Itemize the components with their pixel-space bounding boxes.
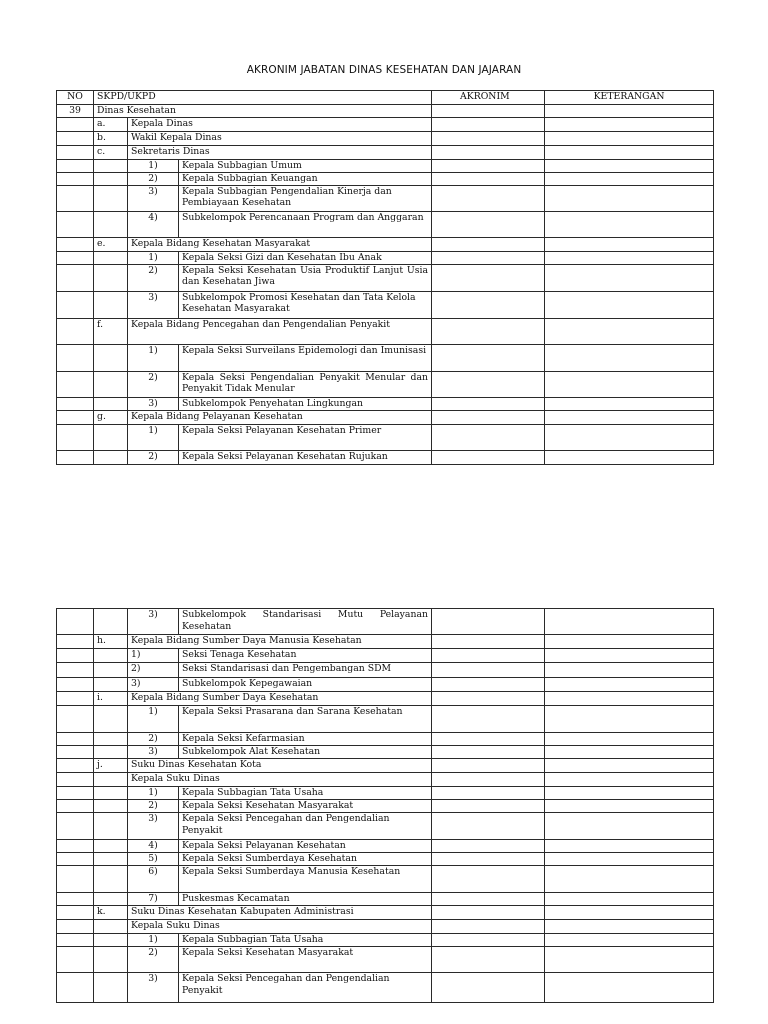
row-number-empty xyxy=(57,906,94,920)
item-number: 2) xyxy=(128,947,179,973)
row-number-empty xyxy=(57,746,94,759)
section-letter-empty xyxy=(94,706,128,733)
keterangan-cell[interactable] xyxy=(545,172,714,185)
section-letter: i. xyxy=(94,692,128,706)
keterangan-cell[interactable] xyxy=(545,934,714,947)
row-number-empty xyxy=(57,649,94,663)
section-letter-empty xyxy=(94,397,128,410)
position-title: Kepala Seksi Kesehatan Usia Produktif Lanjut Usia dan Kesehatan Jiwa xyxy=(179,264,432,291)
akronim-cell[interactable] xyxy=(432,251,545,264)
item-number: 3) xyxy=(128,973,179,1003)
akronim-cell[interactable] xyxy=(432,800,545,813)
table-row-unit xyxy=(57,105,714,118)
section-letter-empty xyxy=(94,172,128,185)
item-number: 1) xyxy=(128,787,179,800)
table-row-position xyxy=(57,893,714,906)
item-number: 1) xyxy=(128,934,179,947)
header-akronim: AKRONIM xyxy=(432,91,545,105)
row-number-empty xyxy=(57,117,94,131)
keterangan-cell[interactable] xyxy=(545,117,714,131)
row-number-empty xyxy=(57,800,94,813)
position-title: Kepala Seksi Pelayanan Kesehatan Primer xyxy=(179,424,432,450)
row-number-empty xyxy=(57,211,94,237)
keterangan-cell[interactable] xyxy=(545,145,714,159)
position-title: Kepala Seksi Kesehatan Masyarakat xyxy=(179,947,432,973)
akronim-cell[interactable] xyxy=(432,692,545,706)
keterangan-cell[interactable] xyxy=(545,733,714,746)
akronim-cell[interactable] xyxy=(432,397,545,410)
item-number: 1) xyxy=(128,159,179,172)
position-title: Puskesmas Kecamatan xyxy=(179,893,432,906)
row-number-empty xyxy=(57,410,94,424)
keterangan-cell[interactable] xyxy=(545,973,714,1003)
section-title: Suku Dinas Kesehatan Kota xyxy=(128,759,432,773)
table-row-section xyxy=(57,635,714,649)
keterangan-cell[interactable] xyxy=(545,344,714,371)
section-letter-empty xyxy=(94,813,128,840)
keterangan-cell[interactable] xyxy=(545,692,714,706)
table-row-position xyxy=(57,934,714,947)
section-title: Kepala Dinas xyxy=(128,117,432,131)
row-number-empty xyxy=(57,397,94,410)
item-number: 1) xyxy=(128,251,179,264)
section-title: Wakil Kepala Dinas xyxy=(128,131,432,145)
table-row-section xyxy=(57,145,714,159)
row-number-empty xyxy=(57,172,94,185)
table-row-position xyxy=(57,264,714,291)
section-letter-empty xyxy=(94,800,128,813)
item-number: 3) xyxy=(128,185,179,211)
item-number: 2) xyxy=(128,371,179,397)
position-title: Kepala Seksi Surveilans Epidemologi dan Imunisasi xyxy=(179,344,432,371)
keterangan-cell[interactable] xyxy=(545,105,714,118)
item-number: 3) xyxy=(128,291,179,318)
keterangan-cell[interactable] xyxy=(545,906,714,920)
position-title: Kepala Seksi Kesehatan Masyarakat xyxy=(179,800,432,813)
table-row-position xyxy=(57,450,714,464)
akronim-cell[interactable] xyxy=(432,609,545,635)
row-number-empty xyxy=(57,733,94,746)
akronim-cell[interactable] xyxy=(432,424,545,450)
item-number: 1) xyxy=(128,706,179,733)
section-letter-empty xyxy=(94,344,128,371)
keterangan-cell[interactable] xyxy=(545,866,714,893)
position-title: Kepala Subbagian Tata Usaha xyxy=(179,934,432,947)
item-number: 3) xyxy=(128,397,179,410)
row-number-empty xyxy=(57,692,94,706)
keterangan-cell[interactable] xyxy=(545,635,714,649)
table-row-section xyxy=(57,131,714,145)
akronim-cell[interactable] xyxy=(432,635,545,649)
position-title: Kepala Seksi Pengendalian Penyakit Menular dan Penyakit Tidak Menular xyxy=(179,371,432,397)
akronim-cell[interactable] xyxy=(432,131,545,145)
akronim-cell[interactable] xyxy=(432,145,545,159)
table-row-position xyxy=(57,947,714,973)
row-number-empty xyxy=(57,773,94,787)
keterangan-cell[interactable] xyxy=(545,424,714,450)
section-letter-empty xyxy=(94,251,128,264)
table-row-position xyxy=(57,172,714,185)
row-number-empty xyxy=(57,866,94,893)
item-number: 1) xyxy=(128,344,179,371)
keterangan-cell[interactable] xyxy=(545,264,714,291)
akronim-cell[interactable] xyxy=(432,264,545,291)
acronym-table-part-2 xyxy=(56,608,714,1003)
table-row-position xyxy=(57,344,714,371)
akronim-cell[interactable] xyxy=(432,906,545,920)
section-letter xyxy=(94,773,128,787)
section-letter-empty xyxy=(94,371,128,397)
row-number-empty xyxy=(57,609,94,635)
akronim-cell[interactable] xyxy=(432,318,545,344)
position-title: Kepala Seksi Pelayanan Kesehatan xyxy=(179,840,432,853)
section-letter-empty xyxy=(94,733,128,746)
keterangan-cell[interactable] xyxy=(545,237,714,251)
item-number: 2) xyxy=(128,450,179,464)
akronim-cell[interactable] xyxy=(432,706,545,733)
section-letter-empty xyxy=(94,211,128,237)
section-letter-empty xyxy=(94,609,128,635)
section-letter: b. xyxy=(94,131,128,145)
position-title: Kepala Seksi Kefarmasian xyxy=(179,733,432,746)
item-number: 2) xyxy=(128,663,179,678)
akronim-cell[interactable] xyxy=(432,663,545,678)
row-number-empty xyxy=(57,145,94,159)
table-row-section xyxy=(57,920,714,934)
table-row-position xyxy=(57,211,714,237)
row-number-empty xyxy=(57,813,94,840)
keterangan-cell[interactable] xyxy=(545,371,714,397)
table-row-position xyxy=(57,371,714,397)
section-title: Sekretaris Dinas xyxy=(128,145,432,159)
table-row-position xyxy=(57,397,714,410)
section-title: Kepala Suku Dinas xyxy=(128,773,432,787)
section-letter: j. xyxy=(94,759,128,773)
row-number-empty xyxy=(57,635,94,649)
keterangan-cell[interactable] xyxy=(545,893,714,906)
section-title: Kepala Bidang Pelayanan Kesehatan xyxy=(128,410,432,424)
item-number: 2) xyxy=(128,264,179,291)
row-number-empty xyxy=(57,973,94,1003)
position-title: Subkelompok Promosi Kesehatan dan Tata Kelola Kesehatan Masyarakat xyxy=(179,291,432,318)
section-letter: f. xyxy=(94,318,128,344)
table-row-position xyxy=(57,813,714,840)
item-number: 6) xyxy=(128,866,179,893)
section-letter-empty xyxy=(94,787,128,800)
item-number: 1) xyxy=(128,424,179,450)
row-number-empty xyxy=(57,678,94,692)
document-title: AKRONIM JABATAN DINAS KESEHATAN DAN JAJARAN xyxy=(246,64,522,76)
akronim-cell[interactable] xyxy=(432,920,545,934)
section-letter: h. xyxy=(94,635,128,649)
table-row-position xyxy=(57,678,714,692)
header-skpd-ukpd: SKPD/UKPD xyxy=(94,91,432,105)
section-letter-empty xyxy=(94,973,128,1003)
table-row-position xyxy=(57,649,714,663)
akronim-cell[interactable] xyxy=(432,840,545,853)
section-letter: e. xyxy=(94,237,128,251)
akronim-cell[interactable] xyxy=(432,291,545,318)
table-row-position xyxy=(57,733,714,746)
akronim-cell[interactable] xyxy=(432,649,545,663)
akronim-cell[interactable] xyxy=(432,185,545,211)
position-title: Kepala Subbagian Keuangan xyxy=(179,172,432,185)
table-row-position xyxy=(57,424,714,450)
table-header-row xyxy=(57,91,714,105)
keterangan-cell[interactable] xyxy=(545,787,714,800)
akronim-cell[interactable] xyxy=(432,733,545,746)
keterangan-cell[interactable] xyxy=(545,947,714,973)
header-keterangan: KETERANGAN xyxy=(545,91,714,105)
table-row-position xyxy=(57,663,714,678)
position-title: Kepala Seksi Prasarana dan Sarana Kesehatan xyxy=(179,706,432,733)
row-number-empty xyxy=(57,840,94,853)
row-number-empty xyxy=(57,450,94,464)
row-number-empty xyxy=(57,159,94,172)
table-row-section xyxy=(57,773,714,787)
table-row-position xyxy=(57,251,714,264)
table-row-position xyxy=(57,973,714,1003)
item-number: 2) xyxy=(128,733,179,746)
akronim-cell[interactable] xyxy=(432,947,545,973)
position-title: Subkelompok Kepegawaian xyxy=(179,678,432,692)
table-row-position xyxy=(57,746,714,759)
item-number: 4) xyxy=(128,211,179,237)
table-row-position xyxy=(57,853,714,866)
section-letter-empty xyxy=(94,649,128,663)
keterangan-cell[interactable] xyxy=(545,649,714,663)
table-row-position xyxy=(57,159,714,172)
row-number-empty xyxy=(57,947,94,973)
section-title: Suku Dinas Kesehatan Kabupaten Administrasi xyxy=(128,906,432,920)
table-row-position xyxy=(57,840,714,853)
section-letter-empty xyxy=(94,291,128,318)
row-number-empty xyxy=(57,787,94,800)
item-number: 4) xyxy=(128,840,179,853)
keterangan-cell[interactable] xyxy=(545,663,714,678)
row-number-empty xyxy=(57,131,94,145)
section-letter: a. xyxy=(94,117,128,131)
position-title: Subkelompok Standarisasi Mutu Pelayanan Kesehatan xyxy=(179,609,432,635)
akronim-cell[interactable] xyxy=(432,371,545,397)
row-number-empty xyxy=(57,663,94,678)
table-row-position xyxy=(57,800,714,813)
item-number: 3) xyxy=(128,609,179,635)
section-letter xyxy=(94,920,128,934)
position-title: Seksi Standarisasi dan Pengembangan SDM xyxy=(179,663,432,678)
position-title: Kepala Subbagian Pengendalian Kinerja dan Pembiayaan Kesehatan xyxy=(179,185,432,211)
section-letter: k. xyxy=(94,906,128,920)
section-letter: c. xyxy=(94,145,128,159)
position-title: Seksi Tenaga Kesehatan xyxy=(179,649,432,663)
table-row-section xyxy=(57,906,714,920)
keterangan-cell[interactable] xyxy=(545,211,714,237)
position-title: Kepala Seksi Pencegahan dan Pengendalian Penyakit xyxy=(179,813,432,840)
keterangan-cell[interactable] xyxy=(545,813,714,840)
akronim-cell[interactable] xyxy=(432,893,545,906)
section-letter-empty xyxy=(94,159,128,172)
section-letter-empty xyxy=(94,450,128,464)
akronim-cell[interactable] xyxy=(432,866,545,893)
item-number: 7) xyxy=(128,893,179,906)
position-title: Kepala Seksi Pencegahan dan Pengendalian Penyakit xyxy=(179,973,432,1003)
header-no: NO xyxy=(57,91,94,105)
akronim-cell[interactable] xyxy=(432,934,545,947)
keterangan-cell[interactable] xyxy=(545,840,714,853)
row-number-empty xyxy=(57,371,94,397)
row-number-empty xyxy=(57,706,94,733)
akronim-cell[interactable] xyxy=(432,787,545,800)
akronim-cell[interactable] xyxy=(432,450,545,464)
table-row-section xyxy=(57,318,714,344)
unit-name: Dinas Kesehatan xyxy=(94,105,432,118)
akronim-cell[interactable] xyxy=(432,117,545,131)
akronim-cell[interactable] xyxy=(432,159,545,172)
keterangan-cell[interactable] xyxy=(545,291,714,318)
row-number-empty xyxy=(57,759,94,773)
section-letter-empty xyxy=(94,663,128,678)
row-number: 39 xyxy=(57,105,94,118)
table-row-position xyxy=(57,787,714,800)
position-title: Kepala Seksi Gizi dan Kesehatan Ibu Anak xyxy=(179,251,432,264)
row-number-empty xyxy=(57,251,94,264)
table-row-position xyxy=(57,706,714,733)
table-row-section xyxy=(57,692,714,706)
akronim-cell[interactable] xyxy=(432,172,545,185)
section-letter-empty xyxy=(94,264,128,291)
table-row-position xyxy=(57,609,714,635)
akronim-cell[interactable] xyxy=(432,853,545,866)
item-number: 3) xyxy=(128,813,179,840)
row-number-empty xyxy=(57,893,94,906)
section-letter-empty xyxy=(94,746,128,759)
keterangan-cell[interactable] xyxy=(545,185,714,211)
akronim-cell[interactable] xyxy=(432,759,545,773)
keterangan-cell[interactable] xyxy=(545,920,714,934)
position-title: Subkelompok Alat Kesehatan xyxy=(179,746,432,759)
section-title: Kepala Bidang Kesehatan Masyarakat xyxy=(128,237,432,251)
position-title: Kepala Seksi Pelayanan Kesehatan Rujukan xyxy=(179,450,432,464)
keterangan-cell[interactable] xyxy=(545,746,714,759)
keterangan-cell[interactable] xyxy=(545,397,714,410)
akronim-cell[interactable] xyxy=(432,237,545,251)
akronim-cell[interactable] xyxy=(432,746,545,759)
row-number-empty xyxy=(57,185,94,211)
section-title: Kepala Bidang Sumber Daya Kesehatan xyxy=(128,692,432,706)
position-title: Subkelompok Penyehatan Lingkungan xyxy=(179,397,432,410)
row-number-empty xyxy=(57,264,94,291)
section-letter-empty xyxy=(94,893,128,906)
keterangan-cell[interactable] xyxy=(545,706,714,733)
akronim-cell[interactable] xyxy=(432,678,545,692)
keterangan-cell[interactable] xyxy=(545,609,714,635)
item-number: 2) xyxy=(128,800,179,813)
item-number: 1) xyxy=(128,649,179,663)
section-title: Kepala Suku Dinas xyxy=(128,920,432,934)
position-title: Subkelompok Perencanaan Program dan Anggaran xyxy=(179,211,432,237)
section-letter-empty xyxy=(94,853,128,866)
akronim-cell[interactable] xyxy=(432,344,545,371)
item-number: 2) xyxy=(128,172,179,185)
row-number-empty xyxy=(57,237,94,251)
keterangan-cell[interactable] xyxy=(545,410,714,424)
section-letter-empty xyxy=(94,185,128,211)
keterangan-cell[interactable] xyxy=(545,159,714,172)
keterangan-cell[interactable] xyxy=(545,251,714,264)
akronim-cell[interactable] xyxy=(432,410,545,424)
item-number: 3) xyxy=(128,746,179,759)
keterangan-cell[interactable] xyxy=(545,773,714,787)
acronym-table-part-1 xyxy=(56,90,714,465)
section-letter-empty xyxy=(94,947,128,973)
table-row-section xyxy=(57,410,714,424)
position-title: Kepala Seksi Sumberdaya Kesehatan xyxy=(179,853,432,866)
keterangan-cell[interactable] xyxy=(545,678,714,692)
table-row-position xyxy=(57,291,714,318)
position-title: Kepala Subbagian Tata Usaha xyxy=(179,787,432,800)
keterangan-cell[interactable] xyxy=(545,450,714,464)
table-row-section xyxy=(57,117,714,131)
table-row-section xyxy=(57,759,714,773)
akronim-cell[interactable] xyxy=(432,105,545,118)
keterangan-cell[interactable] xyxy=(545,318,714,344)
section-letter-empty xyxy=(94,934,128,947)
table-row-position xyxy=(57,866,714,893)
section-title: Kepala Bidang Pencegahan dan Pengendalian Penyakit xyxy=(128,318,432,344)
table-row-position xyxy=(57,185,714,211)
table-row-section xyxy=(57,237,714,251)
row-number-empty xyxy=(57,853,94,866)
item-number: 5) xyxy=(128,853,179,866)
akronim-cell[interactable] xyxy=(432,973,545,1003)
row-number-empty xyxy=(57,318,94,344)
section-letter-empty xyxy=(94,866,128,893)
section-letter-empty xyxy=(94,678,128,692)
row-number-empty xyxy=(57,344,94,371)
akronim-cell[interactable] xyxy=(432,773,545,787)
section-letter-empty xyxy=(94,424,128,450)
keterangan-cell[interactable] xyxy=(545,759,714,773)
keterangan-cell[interactable] xyxy=(545,131,714,145)
row-number-empty xyxy=(57,920,94,934)
section-letter-empty xyxy=(94,840,128,853)
position-title: Kepala Seksi Sumberdaya Manusia Kesehatan xyxy=(179,866,432,893)
keterangan-cell[interactable] xyxy=(545,800,714,813)
akronim-cell[interactable] xyxy=(432,211,545,237)
row-number-empty xyxy=(57,291,94,318)
position-title: Kepala Subbagian Umum xyxy=(179,159,432,172)
section-letter: g. xyxy=(94,410,128,424)
item-number: 3) xyxy=(128,678,179,692)
keterangan-cell[interactable] xyxy=(545,853,714,866)
row-number-empty xyxy=(57,424,94,450)
akronim-cell[interactable] xyxy=(432,813,545,840)
section-title: Kepala Bidang Sumber Daya Manusia Kesehatan xyxy=(128,635,432,649)
row-number-empty xyxy=(57,934,94,947)
